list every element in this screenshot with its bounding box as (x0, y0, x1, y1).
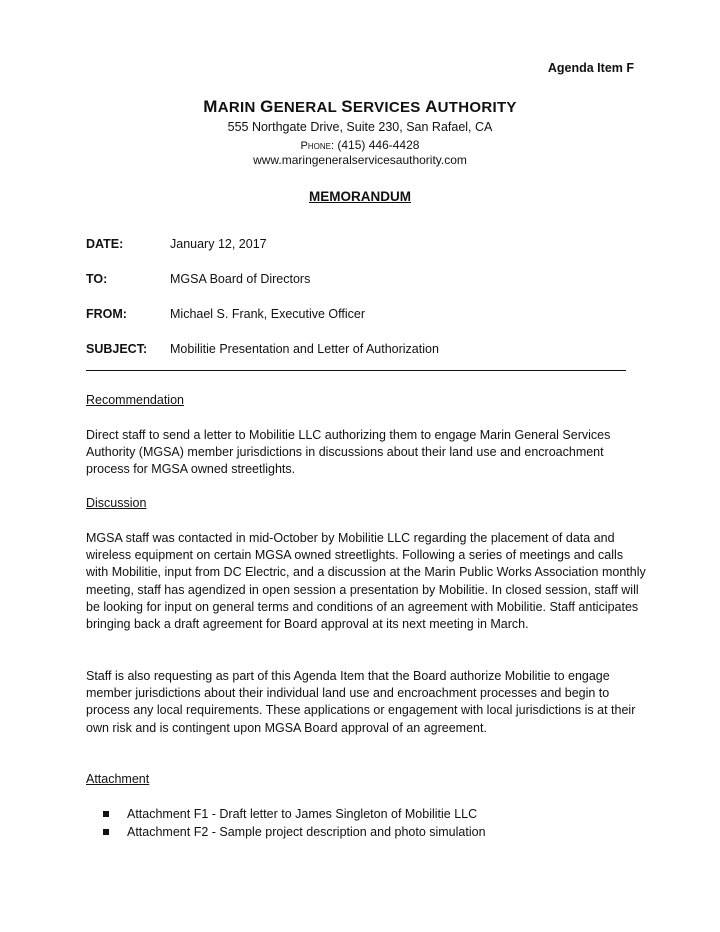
to-field (86, 272, 310, 286)
list-item (103, 805, 486, 823)
from-value: Michael S. Frank, Executive Officer (170, 307, 365, 321)
org-name-initial: G (260, 97, 274, 116)
organization-address: 555 Northgate Drive, Suite 230, San Rafael, CA (227, 120, 493, 134)
org-name-rest: ERVICES (352, 99, 426, 116)
attachment-list (103, 805, 486, 841)
square-bullet-icon (103, 811, 109, 817)
discussion-paragraph-1: MGSA staff was contacted in mid-October by Mobilitie LLC regarding the placement of data and wireless equipment on certain MGSA owned streetlights. Following a series of meetings and calls with Mobilitie, input from DC Electric, and a discussion at the Marin Public Works Association monthly meeting, staff has agendized in open session a presentation by Mobilitie. In closed session, staff will be looking for input on general terms and conditions of an agreement with Mobilitie. Staff anticipates bringing back a draft agreement for Board approval at its next meeting in March. (86, 531, 646, 632)
list-item (103, 823, 486, 841)
from-field (86, 307, 365, 321)
recommendation-heading: Recommendation (86, 393, 184, 407)
organization-phone (0, 138, 720, 152)
square-bullet-icon (103, 829, 109, 835)
phone-number: (415) 446-4428 (337, 138, 420, 152)
organization-website: www.maringeneralservicesauthority.com (253, 153, 467, 167)
subject-label: SUBJECT: (86, 342, 148, 356)
org-name-initial: A (425, 97, 438, 116)
org-name-initial: S (341, 97, 353, 116)
phone-label: Phone: (300, 140, 335, 152)
date-label: DATE: (86, 237, 124, 251)
org-name-initial: M (203, 97, 218, 116)
organization-name (0, 97, 720, 117)
header-divider (86, 370, 626, 371)
org-name-rest: ENERAL (273, 99, 342, 116)
attachment-item-text: Attachment F2 - Sample project description and photo simulation (127, 825, 486, 839)
from-label: FROM: (86, 307, 127, 321)
discussion-paragraph-2: Staff is also requesting as part of this Agenda Item that the Board authorize Mobilitie to engage member jurisdictions about their individual land use and encroachment processes and begin to process any local requirements. These applications or engagement with local jurisdictions is at their own risk and is contingent upon MGSA Board approval of an agreement. (86, 669, 636, 735)
discussion-heading: Discussion (86, 496, 147, 510)
memo-title: MEMORANDUM (309, 189, 411, 204)
recommendation-paragraph: Direct staff to send a letter to Mobilitie LLC authorizing them to engage Marin General Services Authority (MGSA) member jurisdictions in discussions about their land use and encroachment process for MGSA owned streetlights. (86, 428, 611, 477)
date-field (86, 237, 267, 251)
attachment-heading: Attachment (86, 772, 150, 786)
attachment-item-text: Attachment F1 - Draft letter to James Singleton of Mobilitie LLC (127, 807, 478, 821)
date-value: January 12, 2017 (170, 237, 267, 251)
to-label: TO: (86, 272, 108, 286)
to-value: MGSA Board of Directors (170, 272, 311, 286)
agenda-item-label: Agenda Item F (547, 61, 634, 75)
subject-value: Mobilitie Presentation and Letter of Authorization (170, 342, 439, 356)
org-name-rest: ARIN (217, 99, 261, 116)
org-name-rest: UTHORITY (437, 99, 517, 116)
subject-field (86, 342, 439, 356)
